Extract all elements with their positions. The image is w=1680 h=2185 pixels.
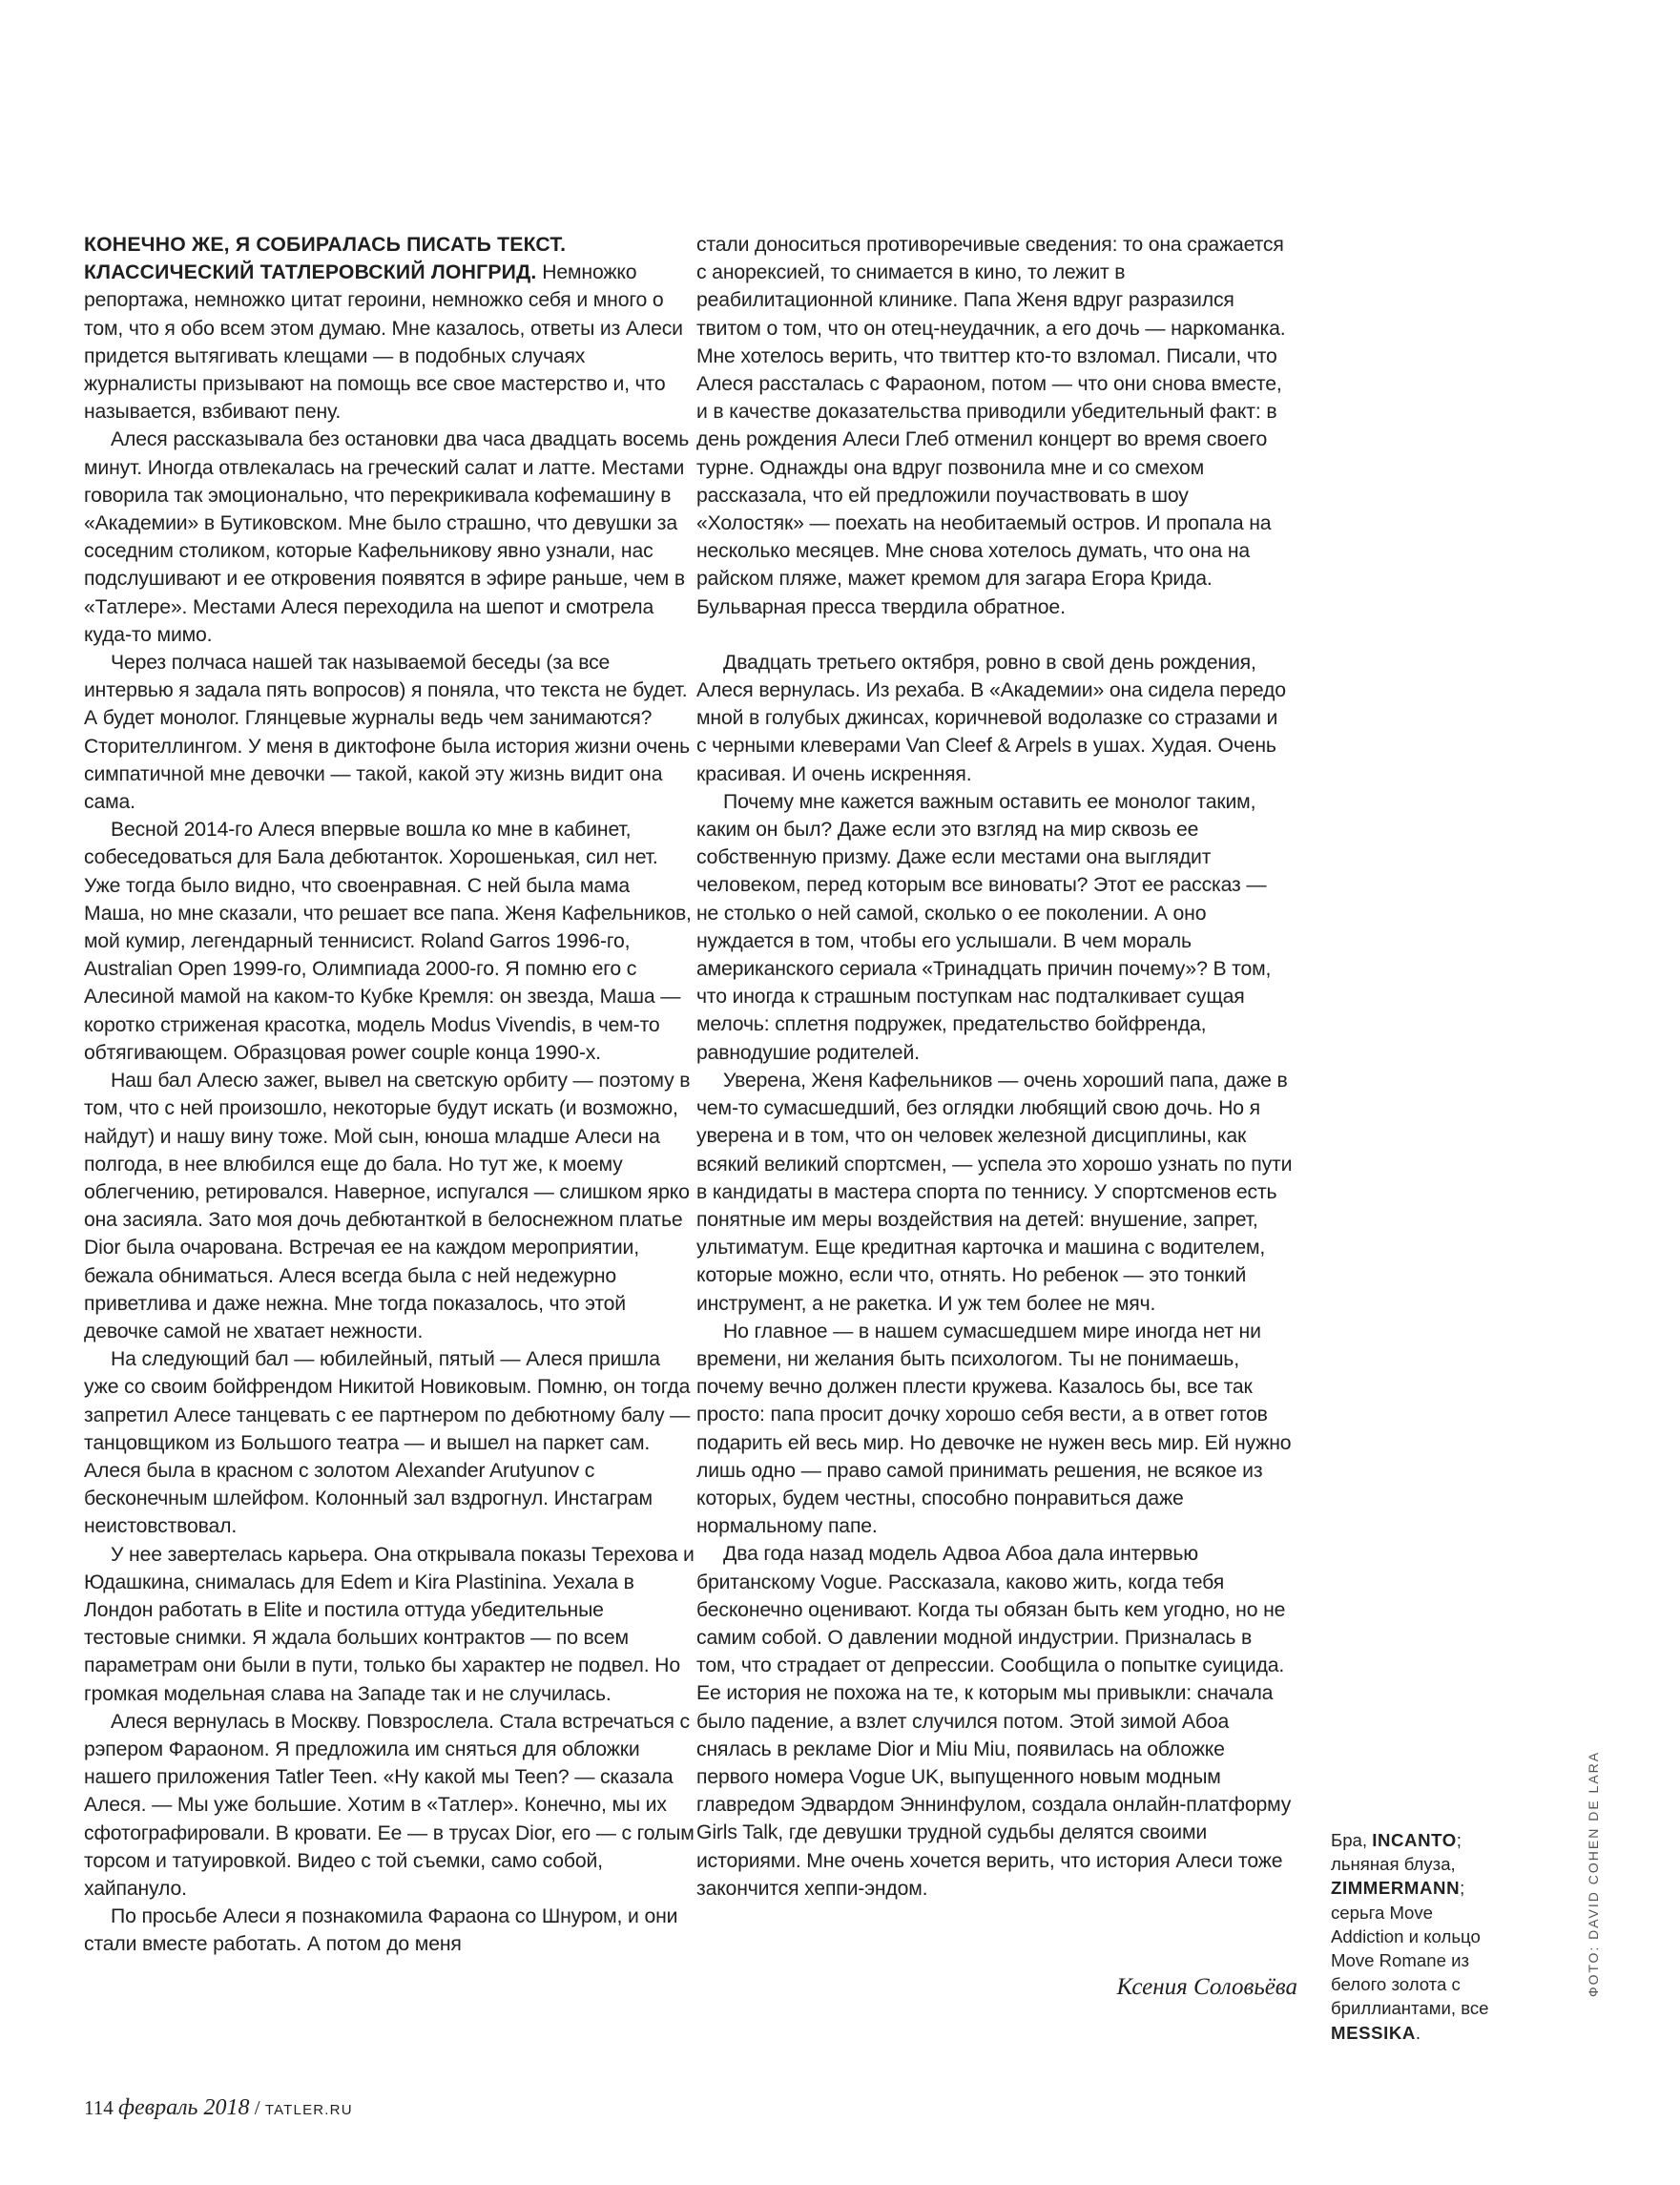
lead-heading: КОНЕЧНО ЖЕ, Я СОБИРАЛАСЬ ПИСАТЬ ТЕКСТ. КЛАССИЧЕСКИЙ ТАТЛЕРОВСКИЙ ЛОНГРИД.	[84, 234, 567, 284]
article-column-right	[696, 231, 1293, 1903]
author-signature: Ксения Соловьёва	[1116, 1974, 1297, 2000]
body-paragraph: Наш бал Алесю зажег, вывел на светскую орбиту — поэтому в том, что с ней произошло, некоторые будут искать (и возможно, найдут) и нашу вину тоже. Мой сын, юноша младше Алеси на полгода, в нее влюбился еще до бала. Но тут же, к моему облегчению, ретировался. Наверное, испугался — слишком ярко она засияла. Зато моя дочь дебютанткой в белоснежном платье Dior была очарована. Встречая ее на каждом мероприятии, бежала обниматься. Алеся всегда была с ней недежурно приветлива и даже нежна. Мне тогда показалось, что этой девочке самой не хватает нежности.	[84, 1070, 691, 1342]
caption-brand: ZIMMERMANN	[1331, 1878, 1461, 1899]
footer-separator: /	[254, 2096, 260, 2119]
issue-date: февраль 2018	[117, 2095, 250, 2120]
body-paragraph: По просьбе Алеси я познакомила Фараона со Шнуром, и они стали вместе работать. А потом до меня	[84, 1905, 678, 1956]
body-paragraph: Двадцать третьего октября, ровно в свой день рождения, Алеся вернулась. Из рехаба. В «Академии» она сидела передо мной в голубых джинсах, коричневой водолазке со стразами и с черными клеверами Van Cleef & Arpels в ушах. Худая. Очень красивая. И очень искренняя.	[696, 651, 1286, 785]
body-paragraph: Алеся вернулась в Москву. Повзрослела. Стала встречаться с рэпером Фараоном. Я предложила им сняться для обложки нашего приложения Tatler Teen. «Ну какой мы Teen? — сказала Алеся. — Мы уже большие. Хотим в «Татлер». Конечно, мы их сфотографировали. В кровати. Ее — в трусах Dior, его — с голым торсом и татуировкой. Видео с той съемки, само собой, хайпануло.	[84, 1710, 695, 1900]
body-paragraph: У нее завертелась карьера. Она открывала показы Терехова и Юдашкина, снималась для Edem и Kira Plastinina. Уехала в Лондон работать в Elite и постила оттуда убедительные тестовые снимки. Я ждала больших контрактов — по всем параметрам они были в пути, только бы характер не подвел. Но громкая модельная слава на Западе так и не случилась.	[84, 1543, 695, 1705]
photo-caption	[1331, 1828, 1503, 2045]
body-paragraph: Два года назад модель Адвоа Абоа дала интервью британскому Vogue. Рассказала, каково жить, когда тебя бесконечно оценивают. Когда ты обязан быть кем угодно, но не самим собой. О давлении модной индустрии. Призналась в том, что страдает от депрессии. Сообщила о попытке суицида. Ее история не похожа на те, к которым мы привыкли: сначала было падение, а взлет случился потом. Этой зимой Абоа снялась в рекламе Dior и Miu Miu, появилась на обложке первого номера Vogue UK, выпущенного новым модным главредом Эдвардом Эннинфулом, создала онлайн-платформу Girls Talk, где девушки трудной судьбы делятся своими историями. Мне очень хочется верить, что история Алеси тоже закончится хеппи-эндом.	[696, 1543, 1292, 1900]
page-footer	[84, 2095, 353, 2123]
caption-text: ; серьга Move Addiction и кольцо Move Romane из белого золота с бриллиантами, все	[1331, 1878, 1489, 2019]
body-paragraph: Весной 2014-го Алеся впервые вошла ко мне в кабинет, собеседоваться для Бала дебютанток. Хорошенькая, сил нет. Уже тогда было видно, что своенравная. С ней была мама Маша, но мне сказали, что решает все папа. Женя Кафельников, мой кумир, легендарный теннисист. Roland Garros 1996-го, Australian Open 1999-го, Олимпиада 2000-го. Я помню его с Алесиной мамой на каком-то Кубке Кремля: он звезда, Маша — коротко стриженая красотка, модель Modus Vivendis, в чем-то обтягивающем. Образцовая power couple конца 1990-х.	[84, 819, 692, 1064]
site-link[interactable]: TATLER.RU	[264, 2102, 353, 2118]
body-paragraph: Но главное — в нашем сумасшедшем мире иногда нет ни времени, ни желания быть психологом. Ты не понимаешь, почему вечно должен плести кружева. Казалось бы, все так просто: папа просит дочку хорошо себя вести, а в ответ готов подарить ей весь мир. Но девочке не нужен весь мир. Ей нужно лишь одно — право самой принимать решения, не всякое из которых, будем честны, способно понравиться даже нормальному папе.	[696, 1320, 1292, 1538]
photo-credit: ФОТО: DAVID COHEN DE LARA	[1586, 1750, 1601, 1997]
body-paragraph: На следующий бал — юбилейный, пятый — Алеся пришла уже со своим бойфрендом Никитой Новиковым. Помню, он тогда запретил Алесе танцевать с ее партнером по дебютному балу — танцовщиком из Большого театра — и вышел на паркет сам. Алеся была в красном с золотом Alexander Arutyunov с бесконечным шлейфом. Колонный зал вздрогнул. Инстаграм неистовствовал.	[84, 1348, 691, 1538]
caption-text: ; льняная блуза,	[1331, 1830, 1462, 1875]
body-paragraph: Уверена, Женя Кафельников — очень хороший папа, даже в чем-то сумасшедший, без оглядки любящий свою дочь. Но я уверена и в том, что он человек железной дисциплины, как всякий великий спортсмен, — успела это хорошо узнать по пути в кандидаты в мастера спорта по теннису. У спортсменов есть понятные им меры воздействия на детей: внушение, запрет, ультиматум. Еще кредитная карточка и машина с водителем, которые можно, если что, отнять. Но ребенок — это тонкий инструмент, а не ракетка. И уж тем более не мяч.	[696, 1069, 1293, 1315]
page-number: 114	[84, 2096, 114, 2119]
body-paragraph: Почему мне кажется важным оставить ее монолог таким, каким он был? Даже если это взгляд на мир сквозь ее собственную призму. Даже если местами она выглядит человеком, перед которым все виноваты? Этот ее рассказ — не столько о ней самой, сколько о ее поколении. А оно нуждается в том, чтобы его услышали. В чем мораль американского сериала «Тринадцать причин почему»? В том, что иногда к страшным поступкам нас подталкивает сущая мелочь: сплетня подружек, предательство бойфренда, равнодушие родителей.	[696, 790, 1272, 1064]
article-column-left	[84, 231, 695, 1959]
lead-paragraph	[84, 231, 695, 426]
caption-brand: INCANTO	[1372, 1830, 1457, 1850]
body-paragraph: Через полчаса нашей так называемой беседы (за все интервью я задала пять вопросов) я поняла, что текста не будет. А будет монолог. Глянцевые журналы ведь чем занимаются? Сторителлингом. У меня в диктофоне была история жизни очень симпатичной мне девочки — такой, какой эту жизнь видит она сама.	[84, 652, 691, 814]
caption-brand: MESSIKA	[1331, 2022, 1416, 2043]
caption-text: Бра,	[1331, 1830, 1373, 1850]
lead-text: Немножко репортажа, немножко цитат героини, немножко себя и много о том, что я обо всем этом думаю. Мне казалось, ответы из Алеси придется вытягивать клещами — в подобных случаях журналисты призывают на помощь все свое мастерство и, что называется, взбивают пену.	[84, 261, 683, 424]
body-paragraph-continuation: стали доноситься противоречивые сведения: то она сражается с анорексией, то снимается в кино, то лежит в реабилитационной клинике. Папа Женя вдруг разразился твитом о том, что он отец-неудачник, а его дочь — наркоманка. Мне хотелось верить, что твиттер кто-то взломал. Писали, что Алеся рассталась с Фараоном, потом — что они снова вместе, и в качестве доказательства приводили убедительный факт: в день рождения Алеси Глеб отменил концерт во время своего турне. Однажды она вдруг позвонила мне и со смехом рассказала, что ей предложили поучаствовать в шоу «Холостяк» — поехать на необитаемый остров. И пропала на несколько месяцев. Мне снова хотелось думать, что она на райском пляже, мажет кремом для загара Егора Крида. Бульварная пресса твердила обратное.	[696, 234, 1286, 618]
body-paragraph: Алеся рассказывала без остановки два часа двадцать восемь минут. Иногда отвлекалась на греческий салат и латте. Местами говорила так эмоционально, что перекрикивала кофемашину в «Академии» в Бутиковском. Мне было страшно, что девушки за соседним столиком, которые Кафельникову явно узнали, нас подслушивают и ее откровения появятся в эфире раньше, чем в «Татлере». Местами Алеся переходила на шепот и смотрела куда-то мимо.	[84, 428, 690, 646]
caption-text: .	[1415, 2022, 1421, 2043]
